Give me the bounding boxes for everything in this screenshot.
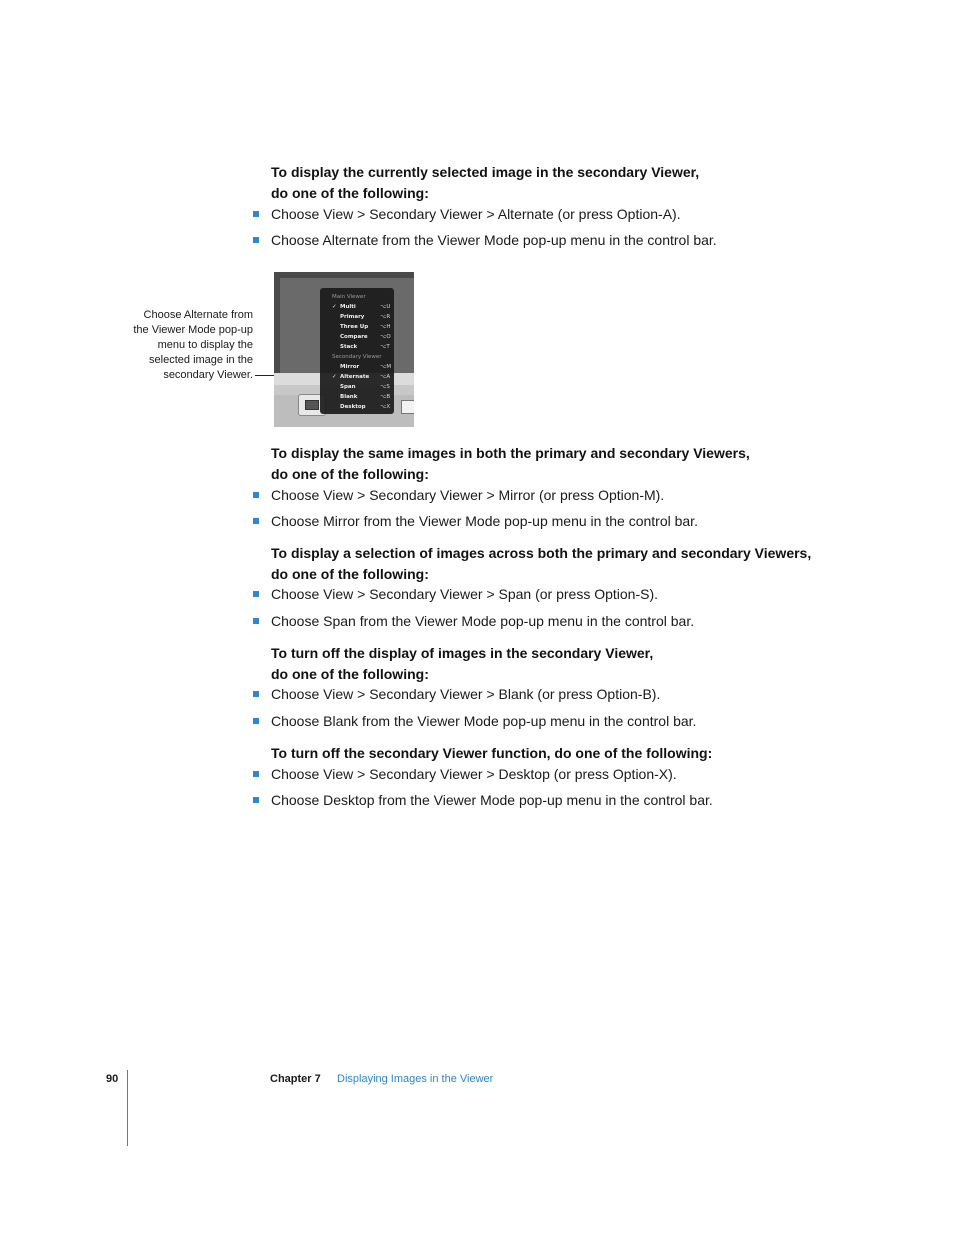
monitor-icon [305,400,319,410]
menu-section-header [320,352,394,362]
menu-item-shortcut: ⌥U [380,304,391,310]
list-item-text: Choose Blank from the Viewer Mode pop-up menu in the control bar. [271,713,697,729]
list-item-text: Choose View > Secondary Viewer > Mirror (or press Option-M). [271,487,665,503]
heading-line: do one of the following: [271,565,429,582]
bullet-square-icon [253,211,259,217]
list-item [253,712,696,730]
menu-header-label: Secondary Viewer [332,354,382,360]
bullet-square-icon [253,237,259,243]
menu-item-span [320,382,394,392]
heading-line: To display the currently selected image in the secondary Viewer, [271,164,700,180]
callout-line-text: secondary Viewer. [163,369,253,381]
menu-item-compare [320,332,394,342]
menu-item-multi [320,302,394,312]
menu-item-three-up [320,322,394,332]
bullet-square-icon [253,718,259,724]
list-item [253,512,698,530]
list-item [253,765,677,783]
menu-item-label: Span [340,384,356,390]
list-item-text: Choose View > Secondary Viewer > Span (or press Option-S). [271,586,659,602]
page-number: 90 [106,1073,119,1085]
list-item [253,612,694,630]
callout-line-text: selected image in the [149,354,253,366]
heading-line: do one of the following: [271,465,429,482]
bullet-square-icon [253,618,259,624]
menu-item-label: Blank [340,394,358,400]
menu-item-shortcut: ⌥O [380,334,391,340]
chapter-label: Chapter 7 [270,1073,321,1085]
control-bar-button [401,400,414,414]
menu-item-stack [320,342,394,352]
menu-item-label: Compare [340,334,368,340]
menu-item-shortcut: ⌥B [380,394,391,400]
menu-item-alternate [320,372,394,382]
heading-line: To turn off the secondary Viewer function, do one of the following: [271,745,713,761]
menu-item-blank [320,392,394,402]
list-item [253,231,717,249]
bullet-square-icon [253,771,259,777]
menu-item-shortcut: ⌥A [380,374,391,380]
bullet-square-icon [253,691,259,697]
section-1-heading [271,162,699,203]
footer-rule [127,1070,128,1146]
list-item [253,685,660,703]
list-item-text: Choose Mirror from the Viewer Mode pop-up menu in the control bar. [271,513,698,529]
callout-line-text: Choose Alternate from [143,309,253,321]
menu-section-header [320,292,394,302]
section-5-heading [271,743,712,764]
heading-line: To display a selection of images across both the primary and secondary Viewers, [271,545,812,561]
callout-line-text: the Viewer Mode pop-up [133,324,253,336]
list-item-text: Choose Alternate from the Viewer Mode pop-up menu in the control bar. [271,232,717,248]
checkmark-icon: ✓ [332,304,337,310]
list-item [253,486,664,504]
list-item [253,205,681,223]
menu-item-shortcut: ⌥X [380,404,391,410]
list-item [253,791,713,809]
list-item-text: Choose View > Secondary Viewer > Blank (or press Option-B). [271,686,661,702]
menu-item-label: Primary [340,314,365,320]
menu-item-shortcut: ⌥S [380,384,390,390]
checkmark-icon: ✓ [332,374,337,380]
menu-item-label: Stack [340,344,358,350]
menu-item-label: Desktop [340,404,366,410]
heading-line: To display the same images in both the primary and secondary Viewers, [271,445,750,461]
heading-line: do one of the following: [271,665,429,682]
figure-callout [110,308,253,383]
heading-line: do one of the following: [271,184,429,201]
menu-item-shortcut: ⌥H [380,324,391,330]
menu-item-label: Multi [340,304,356,310]
menu-item-shortcut: ⌥T [380,344,390,350]
heading-line: To turn off the display of images in the secondary Viewer, [271,645,654,661]
list-item-text: Choose Span from the Viewer Mode pop-up menu in the control bar. [271,613,695,629]
list-item-text: Choose View > Secondary Viewer > Desktop (or press Option-X). [271,766,677,782]
bullet-square-icon [253,797,259,803]
menu-item-label: Mirror [340,364,360,370]
bullet-square-icon [253,518,259,524]
menu-item-mirror [320,362,394,372]
menu-item-shortcut: ⌥R [380,314,391,320]
list-item-text: Choose View > Secondary Viewer > Alternate (or press Option-A). [271,206,681,222]
viewer-mode-screenshot [274,272,414,427]
section-2-heading [271,443,750,484]
bullet-square-icon [253,492,259,498]
list-item [253,585,658,603]
menu-header-label: Main Viewer [332,294,366,300]
menu-item-label: Alternate [340,374,370,380]
bullet-square-icon [253,591,259,597]
list-item-text: Choose Desktop from the Viewer Mode pop-up menu in the control bar. [271,792,713,808]
menu-item-shortcut: ⌥M [380,364,392,370]
viewer-mode-popup-menu [320,288,394,414]
chapter-title: Displaying Images in the Viewer [337,1073,494,1085]
section-4-heading [271,643,653,684]
callout-line-text: menu to display the [157,339,253,351]
menu-item-desktop [320,402,394,412]
menu-item-label: Three Up [340,324,369,330]
menu-item-primary [320,312,394,322]
section-3-heading [271,543,811,584]
